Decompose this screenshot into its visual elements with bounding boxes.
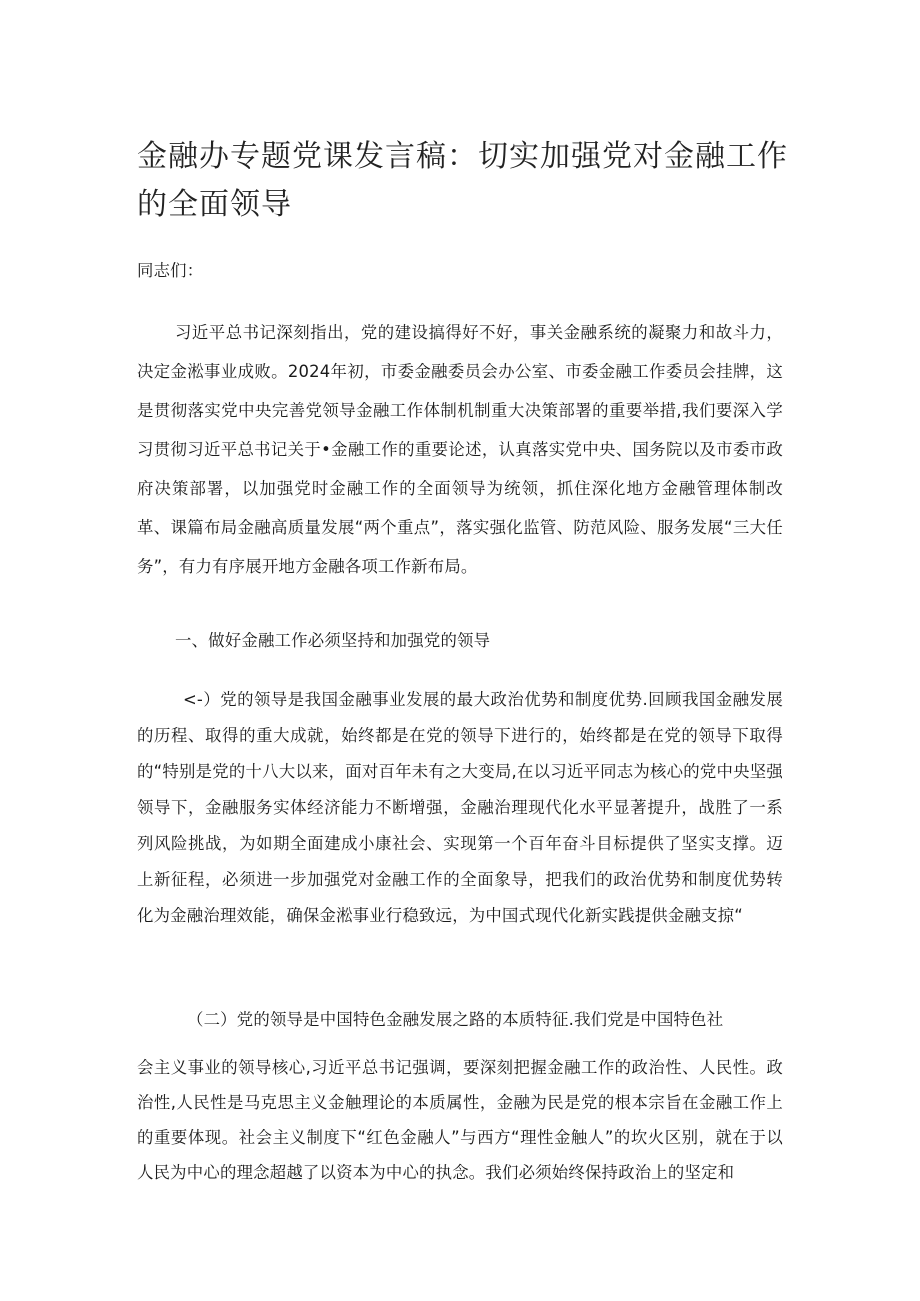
subsection-2-heading-line: （二）党的领导是中国特色金融发展之路的本质特征.我们党是中国特色社 — [187, 1010, 724, 1029]
section-heading-1: 一、做好金融工作必须坚持和加强党的领导 — [175, 631, 491, 650]
paragraph-subsection-2: 会主义事业的领导核心,习近平总书记强调，要深刻把握金融工作的政治性、人民性。政治性,人民性是马克思主义金触理论的本质属性，金融为民是党的根本宗旨在金融工作上的重要体现。社会主义制度下“红色金融人”与西方“理性金触人”的坎火区别，就在于以人民为中心的理念超越了以资本为中心的执念。我们必须始终保持政治上的坚定和 — [137, 1058, 783, 1182]
paragraph-subsection-1: <-）党的领导是我国金融事业发展的最大政治优势和制度优势.回顾我国金融发展的历程、取得的重大成就，始终都是在党的领导下进行的，始终都是在党的领导下取得的“特别是党的十八大以来，面对百年未有之大变局,在以习近平同志为核心的党中央坚强领导下，金融服务实体经济能力不断增强，金融治理现代化水平显著提升，战胜了一系列风险挑战，为如期全面建成小康社会、实现第一个百年奋斗目标提供了坚实支撑。迈上新征程，必须进一步加强党对金融工作的全面象导，把我们的政治优势和制度优势转化为金融治理效能，确保金淞事业行稳致远，为中国式现代化新实践提供金融支掠“ — [137, 690, 783, 925]
paragraph-intro: 习近平总书记深刻指出，党的建设搞得好不好，事关金融系统的凝聚力和故斗力，决定金淞事业成败。2024年初，市委金融委员会办公室、市委金融工作委员会挂牌，这是贯彻落实党中央完善党领导金融工作体制机制重大决策部署的重要举措,我们要深入学习贯彻习近平总书记关于•金融工作的重要论述，认真落实党中央、国务院以及市委市政府决策部署，以加强党时金融工作的全面领导为统领，抓住深化地方金融管理体制改革、课篇布局金融高质量发展“两个重点”，落实强化监管、防范风险、服务发展“三大任务”，有力有序展开地方金融各项工作新布局。 — [137, 323, 783, 576]
salutation: 同志们： — [137, 261, 204, 280]
document-title: 金融办专题党课发言稿：切实加强党对金融工作的全面领导 — [137, 139, 788, 222]
